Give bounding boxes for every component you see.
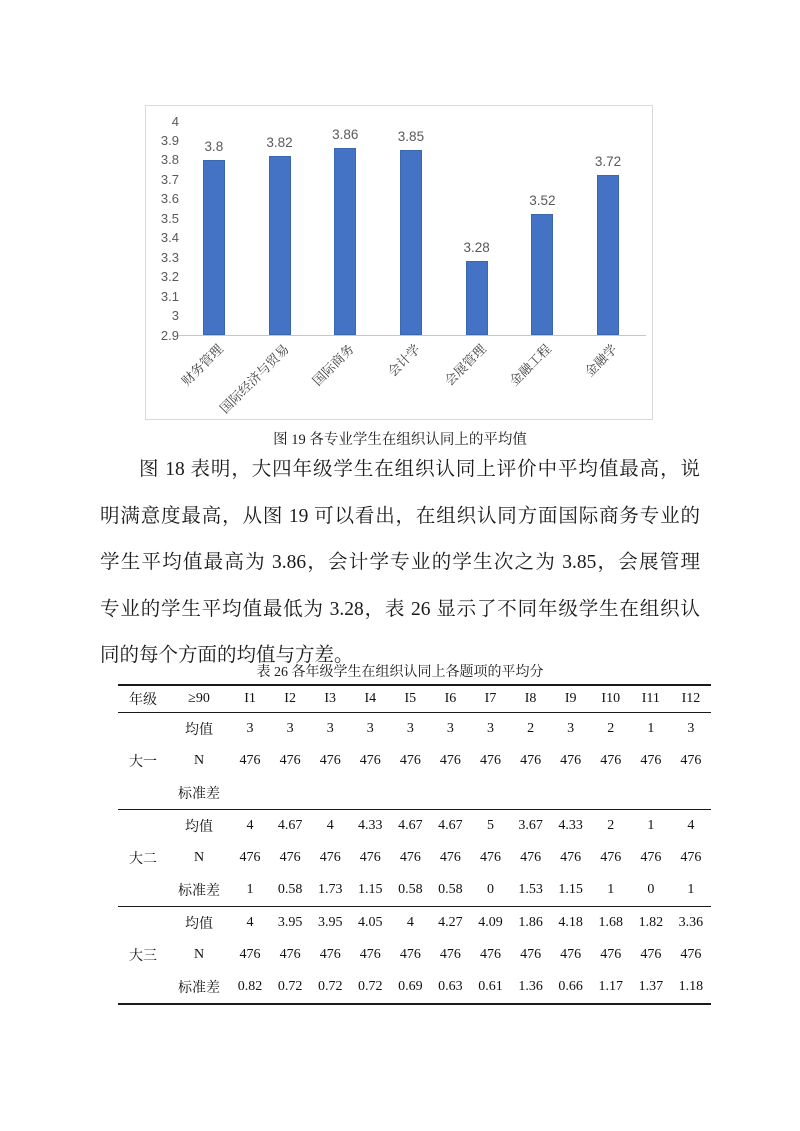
table-cell: 3 [567,721,575,736]
x-axis-category-label: 国际商务 [309,341,358,389]
table-cell: 5 [487,818,494,833]
table-header-cell: I10 [591,685,631,713]
table-cell: 2 [607,818,615,833]
table-cell: 476 [239,850,261,865]
table-cell: 3 [406,721,414,736]
paragraph-line: 同的每个方面的均值与方差。 [100,645,354,666]
y-axis-tick-label: 3.4 [160,230,179,246]
table-cell: 4 [406,915,414,930]
table-header-cell: I9 [551,685,591,713]
table-cell: 4 [246,818,254,833]
x-axis-category-label: 金融学 [581,341,620,380]
grade-cell [118,713,168,746]
table-cell: 476 [560,850,582,865]
table-cell [310,777,350,810]
table-cell: 3 [246,721,254,736]
table-cell: 3 [446,721,454,736]
paragraph-line: 图 18 表明，大四年级学生在组织认同上评价中平均值最高，说 [139,459,700,480]
bar-value-label: 3.86 [332,127,359,143]
y-axis-tick-label: 3.1 [160,288,179,304]
table-cell [671,777,711,810]
table-cell: 3 [366,721,374,736]
table-cell: 1.17 [598,979,623,994]
table-row [118,810,711,843]
table-cell: 476 [560,753,582,768]
bar-value-label: 3.52 [529,193,556,209]
table-cell: 3.67 [518,818,543,833]
table-cell: 3.95 [277,915,303,930]
bar [466,261,488,335]
table-row [118,971,711,1004]
y-axis-tick-label: 3.6 [160,191,179,207]
table-header-cell: ≥90 [168,685,230,713]
table-header [118,685,711,713]
x-axis-category-label: 会计学 [384,341,423,380]
table-header-cell: I2 [270,685,310,713]
table-cell [470,777,510,810]
table-cell: 3 [286,721,294,736]
table-cell: 1.15 [350,874,390,907]
table-cell: 476 [680,850,702,865]
table-cell: 3 [687,721,695,736]
bar [531,214,553,335]
table-header-cell: I7 [470,685,510,713]
table-cell: 4 [687,818,695,833]
table-cell: 476 [600,753,622,768]
table-cell: 476 [640,947,662,962]
table-cell: 476 [520,753,542,768]
table-cell: 476 [279,947,301,962]
table-cell: 3 [326,721,334,736]
table-cell: 0 [631,874,671,907]
table-cell: 476 [359,850,381,865]
table-cell: 2 [527,721,535,736]
figure-bar-chart [145,105,653,420]
paragraph-line: 专业的学生平均值最低为 3.28，表 26 显示了不同年级学生在组织认 [100,598,700,620]
y-axis-tick-label: 3.9 [160,132,179,148]
table-cell: 1.86 [518,915,543,930]
table-cell: 476 [600,947,622,962]
table-cell: 0 [470,874,510,907]
table-cell [350,777,390,810]
bar [203,160,225,335]
grade-cell: 大一 [129,755,157,770]
row-label-cell: N [193,850,205,865]
row-label-cell: 标准差 [168,777,230,810]
grade-cell [118,874,168,907]
table-cell: 476 [480,947,501,962]
table-row [118,907,711,940]
table-cell: 476 [439,947,461,962]
row-label-cell: 均值 [185,917,213,932]
table-cell: 4.67 [438,818,463,833]
table-cell: 476 [319,850,341,865]
table-cell: 1 [230,874,270,907]
table-cell: 4 [326,818,334,833]
y-axis-tick-label: 3.5 [160,210,179,226]
grade-cell [118,810,168,843]
table-cell: 476 [520,947,542,962]
grade-cell [118,907,168,940]
table-caption: 表 26 各年级学生在组织认同上各题项的平均分 [256,665,544,680]
table-cell: 1.18 [678,979,704,994]
grade-cell: 大二 [129,852,157,867]
table-cell: 4.18 [558,915,583,930]
table-row [118,939,711,971]
x-axis-category-label: 国际经济与贸易 [216,341,292,417]
bar-value-label: 3.85 [397,129,425,145]
table-cell: 476 [640,753,662,768]
table-cell: 476 [640,850,662,865]
grade-cell [118,971,168,1004]
table-row [118,874,711,907]
table-cell: 1 [591,874,631,907]
table-cell: 1.53 [511,874,551,907]
table-cell: 0.58 [270,874,310,907]
table-cell: 1.82 [638,915,664,930]
paragraph-line: 明满意度最高，从图 19 可以看出，在组织认同方面国际商务专业的 [100,505,700,527]
paragraph-line: 学生平均值最高为 3.86，会计学专业的学生次之为 3.85，会展管理 [100,552,700,573]
y-axis-tick-label: 3.2 [160,269,179,285]
bar-value-label: 3.72 [594,154,622,170]
table-header-cell: I12 [671,685,711,713]
table-cell: 0.69 [398,979,423,994]
table-cell [631,777,671,810]
table-cell: 476 [399,850,421,865]
table-header-cell: I3 [310,685,350,713]
table-header-cell: I1 [230,685,270,713]
table-cell: 1 [671,874,711,907]
y-axis-tick-label: 2.9 [160,327,179,343]
y-axis-tick-label: 4 [171,113,179,129]
table-cell: 4.05 [358,915,383,930]
table-cell [270,777,310,810]
table-row [118,745,711,777]
table-cell: 0.82 [237,979,263,994]
y-axis-tick-label: 3 [171,308,179,324]
table-cell [390,777,430,810]
bar [269,156,291,335]
table-cell: 4.33 [558,818,583,833]
table-cell [591,777,631,810]
table-cell: 476 [319,947,341,962]
body-paragraph [100,447,700,680]
table-cell: 0.72 [358,979,383,994]
bar [400,150,422,335]
table-cell: 476 [279,850,301,865]
y-axis-tick-label: 3.3 [160,249,179,265]
table-header-cell: I8 [511,685,551,713]
table-cell: 476 [399,947,421,962]
table-cell [511,777,551,810]
bar-value-label: 3.82 [266,135,293,151]
table-cell: 476 [319,753,341,768]
table-cell: 1.73 [310,874,350,907]
x-axis-category-label: 金融工程 [506,341,555,389]
row-label-cell: N [193,947,205,962]
table-cell: 476 [239,947,261,962]
table-cell: 4 [246,915,254,930]
chart-x-axis-line [179,335,646,336]
table-cell: 476 [680,947,702,962]
table-cell: 0.63 [438,979,463,994]
x-axis-category-label: 会展管理 [441,341,489,389]
table-cell: 1.36 [518,979,543,994]
table-cell: 476 [359,947,381,962]
table-cell: 476 [439,850,461,865]
table-cell: 476 [399,753,421,768]
table-cell: 3 [487,721,494,736]
row-label-cell: 均值 [185,723,213,738]
y-axis-tick-label: 3.8 [160,152,179,168]
table-header-cell: I5 [390,685,430,713]
table-cell: 0.61 [478,979,503,994]
table-row [118,713,711,746]
table-cell: 3.36 [678,915,704,930]
table-header-row [118,685,711,713]
table-header-cell: I6 [430,685,470,713]
table-cell: 476 [279,753,301,768]
table-cell: 1 [647,721,655,736]
table-cell: 4.27 [438,915,463,930]
table-cell: 1.37 [638,979,664,994]
table-row [118,777,711,810]
table-cell: 0.66 [558,979,583,994]
bar-value-label: 3.8 [204,138,224,154]
row-label-cell: 标准差 [168,874,230,907]
table-cell: 0.72 [317,979,343,994]
table-cell: 476 [680,753,702,768]
grade-item-means-table [118,684,711,1005]
table-cell: 476 [480,850,501,865]
row-label-cell: 均值 [185,820,213,835]
table-cell: 476 [239,753,261,768]
table-cell: 476 [359,753,381,768]
table-cell: 4.67 [398,818,423,833]
x-axis-category-label: 财务管理 [178,341,226,389]
table-cell [430,777,470,810]
table-cell [551,777,591,810]
table-cell: 476 [520,850,542,865]
table-body [118,713,711,1005]
y-axis-tick-label: 3.7 [160,171,179,187]
table-cell: 476 [480,753,501,768]
table-header-cell: 年级 [118,685,168,713]
grade-cell [118,777,168,810]
table-cell: 0.58 [430,874,470,907]
table-cell: 1.68 [598,915,623,930]
table-cell: 0.58 [390,874,430,907]
table-cell: 3.95 [317,915,343,930]
grade-cell: 大三 [129,949,157,964]
table-cell: 476 [439,753,461,768]
table-cell: 4.33 [358,818,383,833]
table-cell: 4.67 [277,818,303,833]
bar-value-label: 3.28 [463,240,490,256]
table-header-cell: I11 [631,685,671,713]
table-cell: 476 [600,850,622,865]
row-label-cell: 标准差 [178,981,220,996]
table-cell: 1 [647,818,655,833]
table-cell [230,777,270,810]
bar [334,148,356,335]
table-row [118,842,711,874]
bar [597,175,619,335]
row-label-cell: N [193,753,205,768]
table-cell: 4.09 [478,915,503,930]
table-cell: 1.15 [551,874,591,907]
table-header-cell: I4 [350,685,390,713]
table-cell: 2 [607,721,615,736]
table-cell: 0.72 [277,979,303,994]
figure-caption: 图 19 各专业学生在组织认同上的平均值 [273,432,527,448]
table-cell: 476 [560,947,582,962]
